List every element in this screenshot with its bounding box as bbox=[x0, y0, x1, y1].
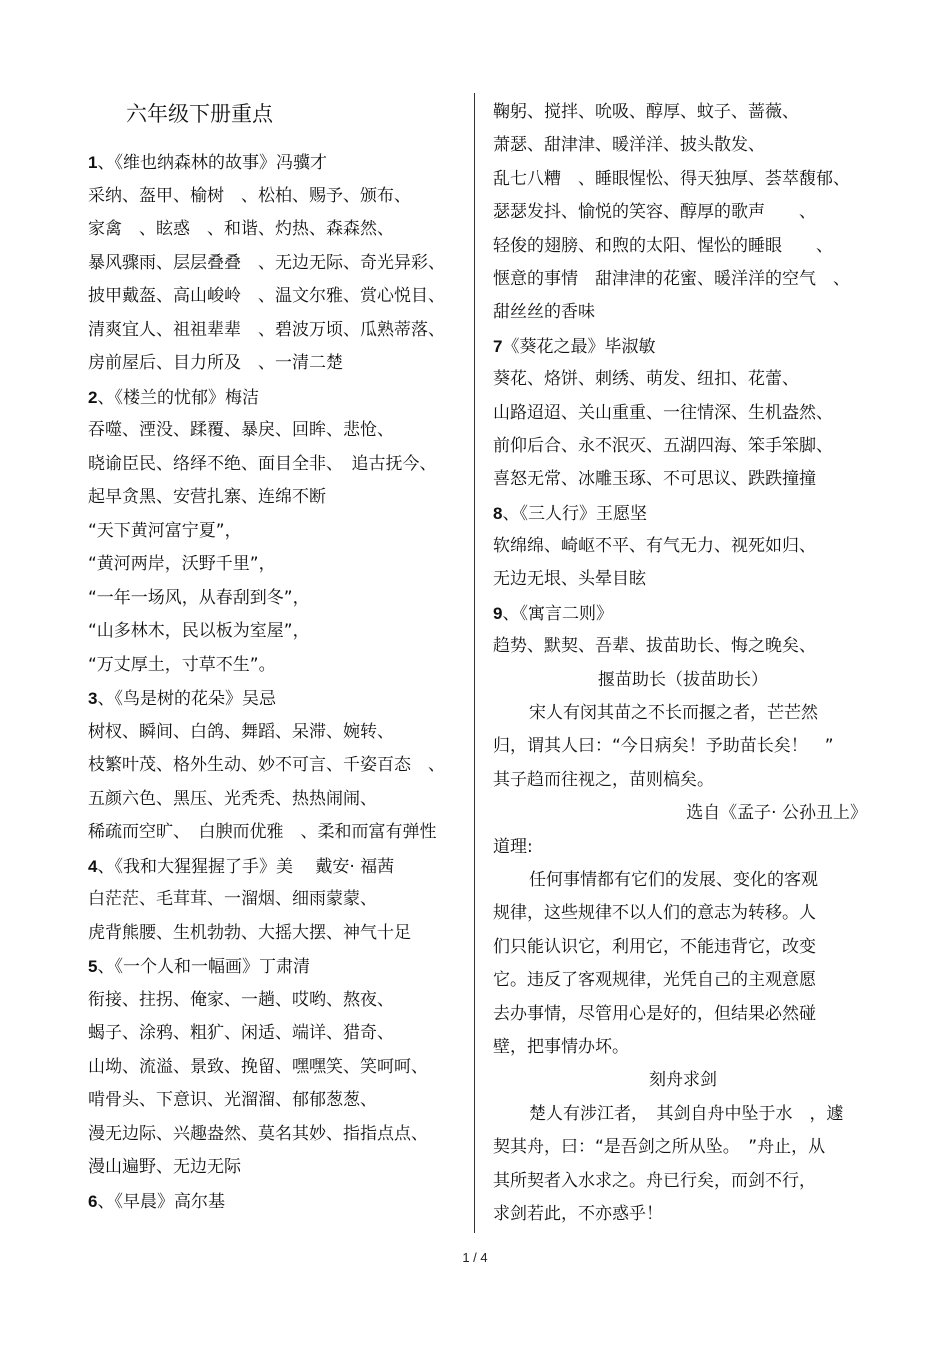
text-line: 其所契者入水求之。舟已行矣，而剑不行， bbox=[493, 1170, 816, 1191]
lesson-title: 、《寓言二则》 bbox=[502, 603, 613, 624]
text-line: 房前屋后、目力所及 、一清二楚 bbox=[88, 353, 343, 373]
text-line: 漫山遍野、无边无际 bbox=[88, 1157, 241, 1177]
lesson-title: 、《维也纳森林的故事》冯骥才 bbox=[97, 153, 327, 173]
text-line: 蝎子、涂鸦、粗犷、闲适、端详、猎奇、 bbox=[88, 1023, 394, 1043]
text-line: 们只能认识它，利用它，不能违背它，改变 bbox=[493, 936, 816, 957]
text-line: 家禽 、眩惑 、和谐、灼热、森森然、 bbox=[88, 219, 394, 239]
text-line: 鞠躬、搅拌、吮吸、醇厚、蚊子、蔷薇、 bbox=[493, 102, 799, 122]
lesson-title: 、《三人行》王愿坚 bbox=[502, 503, 647, 524]
text-line: 啃骨头、下意识、光溜溜、郁郁葱葱、 bbox=[88, 1090, 377, 1110]
lesson-number: 4 bbox=[88, 856, 98, 876]
text-line: 规律，这些规律不以人们的意志为转移。人 bbox=[493, 903, 816, 924]
text-line: 宋人有闵其苗之不长而揠之者，芒芒然 bbox=[529, 703, 818, 724]
lesson-number: 2 bbox=[88, 387, 98, 407]
lesson-heading bbox=[493, 330, 873, 363]
lesson-heading bbox=[88, 950, 468, 984]
text-line: 披甲戴盔、高山峻岭 、温文尔雅、赏心悦目、 bbox=[88, 286, 445, 306]
text-line: 前仰后合、永不泯灭、五湖四海、笨手笨脚、 bbox=[493, 435, 833, 456]
lesson-title: 《葵花之最》毕淑敏 bbox=[502, 336, 656, 357]
text-line: 选自《孟子· 公孙丑上》 bbox=[686, 803, 867, 824]
lesson-number: 1 bbox=[88, 153, 98, 172]
text-line: 轻俊的翅膀、和煦的太阳、惺忪的睡眼 、 bbox=[493, 235, 833, 256]
text-line: 乱七八糟 、睡眼惺忪、得天独厚、荟萃馥郁、 bbox=[493, 168, 850, 189]
lesson-heading bbox=[88, 682, 468, 716]
text-line: 萧瑟、甜津津、暖洋洋、披头散发、 bbox=[493, 135, 765, 156]
lesson-title: 、《楼兰的忧郁》梅洁 bbox=[97, 387, 259, 408]
text-line: “天下黄河富宁夏”， bbox=[88, 520, 242, 541]
lesson-heading bbox=[88, 1185, 468, 1219]
lesson-number: 7 bbox=[493, 336, 503, 356]
text-line: 无边无垠、头晕目眩 bbox=[493, 569, 646, 590]
lesson-title: 、《一个人和一幅画》丁肃清 bbox=[97, 957, 310, 977]
left-column bbox=[88, 146, 468, 1218]
text-line: 契其舟，曰：“是吾剑之所从坠。 ”舟止，从 bbox=[493, 1137, 826, 1158]
lesson-title: 、《鸟是树的花朵》吴忌 bbox=[97, 689, 276, 709]
text-line: “一年一场风，从春刮到冬”， bbox=[88, 587, 310, 608]
text-line: 白茫茫、毛茸茸、一溜烟、细雨蒙蒙、 bbox=[88, 889, 377, 909]
text-line: “万丈厚土，寸草不生”。 bbox=[88, 654, 276, 675]
text-line: 趋势、默契、吾辈、拔苗助长、悔之晚矣、 bbox=[493, 636, 816, 657]
text-line: 任何事情都有它们的发展、变化的客观 bbox=[529, 869, 818, 890]
text-line: 归，谓其人曰：“今日病矣！予助苗长矣！ ” bbox=[493, 736, 834, 757]
text-line: 它。违反了客观规律，光凭自己的主观意愿 bbox=[493, 970, 816, 991]
text-line: 楚人有涉江者， 其剑自舟中坠于水 ，遽 bbox=[529, 1103, 844, 1124]
text-line: 漫无边际、兴趣盎然、莫名其妙、指指点点、 bbox=[88, 1123, 428, 1144]
lesson-heading bbox=[493, 597, 873, 630]
text-line: 山路迢迢、关山重重、一往情深、生机盎然、 bbox=[493, 402, 833, 423]
text-line: 晓谕臣民、络绎不绝、面目全非、 追古抚今、 bbox=[88, 453, 437, 474]
text-line: 清爽宜人、祖祖辈辈 、碧波万顷、瓜熟蒂落、 bbox=[88, 319, 445, 340]
lesson-heading bbox=[493, 497, 873, 530]
text-line: 道理: bbox=[493, 836, 533, 857]
column-divider bbox=[474, 93, 475, 1233]
lesson-title: 、《早晨》高尔基 bbox=[97, 1191, 225, 1212]
page-number: 1 / 4 bbox=[462, 1250, 488, 1265]
text-line: 树杈、瞬间、白鸽、舞蹈、呆滞、婉转、 bbox=[88, 721, 394, 742]
text-line: 揠苗助长（拔苗助长） bbox=[598, 669, 768, 690]
text-line: 采纳、盔甲、榆树 、松柏、赐予、颁布、 bbox=[88, 185, 411, 206]
text-line: 山坳、流溢、景致、挽留、嘿嘿笑、笑呵呵、 bbox=[88, 1056, 428, 1077]
text-line: 求剑若此，不亦惑乎！ bbox=[493, 1203, 663, 1224]
text-line: 暴风骤雨、层层叠叠 、无边无际、奇光异彩、 bbox=[88, 252, 445, 273]
text-line: 甜丝丝的香味 bbox=[493, 302, 595, 323]
text-line: 枝繁叶茂、格外生动、妙不可言、千姿百态 、 bbox=[88, 755, 445, 775]
text-line: 去办事情，尽管用心是好的，但结果必然碰 bbox=[493, 1003, 816, 1024]
text-line: 喜怒无常、冰雕玉琢、不可思议、跌跌撞撞 bbox=[493, 469, 816, 490]
text-line: 衔接、拄拐、俺家、一趟、哎哟、熬夜、 bbox=[88, 989, 394, 1010]
lesson-title: 、《我和大猩猩握了手》美 戴安· 福茜 bbox=[97, 856, 395, 877]
text-line: 惬意的事情 甜津津的花蜜、暖洋洋的空气 、 bbox=[493, 268, 850, 289]
lesson-number: 3 bbox=[88, 689, 98, 708]
text-line: 起早贪黑、安营扎寨、连绵不断 bbox=[88, 487, 326, 507]
text-line: 五颜六色、黑压、光秃秃、热热闹闹、 bbox=[88, 788, 377, 809]
lesson-number: 8 bbox=[493, 503, 503, 523]
text-line: “山多林木，民以板为室屋”， bbox=[88, 621, 310, 641]
text-line: 软绵绵、崎岖不平、有气无力、视死如归、 bbox=[493, 536, 816, 557]
lesson-number: 6 bbox=[88, 1191, 98, 1211]
text-line: 瑟瑟发抖、愉悦的笑容、醇厚的歌声 、 bbox=[493, 202, 816, 223]
lesson-number: 5 bbox=[88, 957, 98, 976]
text-line: 刻舟求剑 bbox=[649, 1070, 717, 1091]
text-line: 稀疏而空旷、 白腴而优雅 、柔和而富有弹性 bbox=[88, 822, 437, 842]
lesson-heading bbox=[88, 850, 468, 884]
text-line: 虎背熊腰、生机勃勃、大摇大摆、神气十足 bbox=[88, 922, 411, 943]
text-line: “黄河两岸，沃野千里”， bbox=[88, 554, 276, 574]
text-line: 其子趋而往视之，苗则槁矣。 bbox=[493, 769, 714, 790]
lesson-heading bbox=[88, 381, 468, 415]
right-column bbox=[493, 96, 873, 1231]
page-title: 六年级下册重点 bbox=[126, 102, 273, 126]
text-line: 吞噬、湮没、蹂覆、暴戾、回眸、悲怆、 bbox=[88, 420, 394, 440]
lesson-heading bbox=[88, 146, 468, 180]
lesson-number: 9 bbox=[493, 603, 503, 623]
text-line: 壁，把事情办坏。 bbox=[493, 1036, 629, 1057]
text-line: 葵花、烙饼、刺绣、萌发、纽扣、花蕾、 bbox=[493, 369, 799, 390]
